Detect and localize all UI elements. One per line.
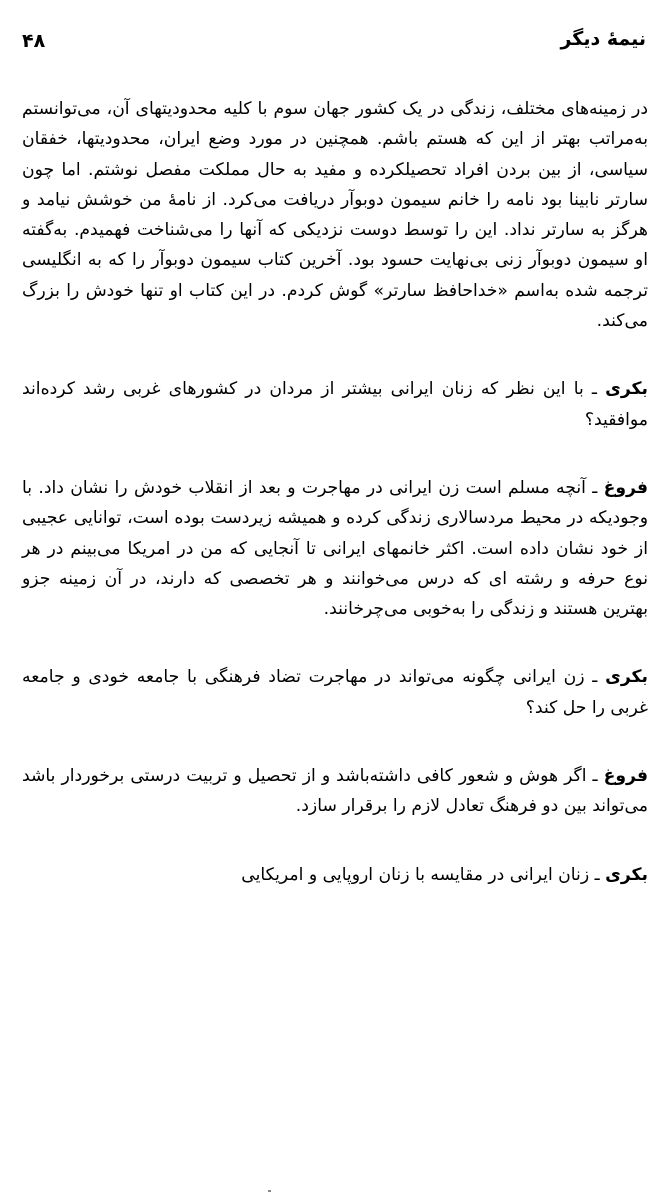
paragraph-answer (22, 761, 648, 822)
speaker-label: بکری (605, 667, 648, 688)
paragraph-answer (22, 473, 648, 624)
running-title: نیمهٔ دیگر (560, 28, 646, 50)
paragraph-text: در زمینه‌های مختلف، زندگی در یک کشور جهان سوم با کلیه محدودیتهای آن، می‌توانستم به‌مراتب بهتر از این که هستم باشم. همچنین در مورد وضع ایران، محدودیتها، خفقان سیاسی، از بین بردن افراد تحصیلکرده و مفید به حال مملکت مفصل نوشتم. اما چون سارتر نابینا بود نامه را خانم سیمون دوبوآر دریافت می‌کرد. از نامهٔ من خوشش نیامد و هرگز به سارتر نداد. این را توسط دوست نزدیکی که آنها را می‌شناخت فهمیدم. به‌گفته او سیمون دوبوآر زنی بی‌نهایت حسود بود. آخرین کتاب سیمون دوبوآر را که به انگلیسی ترجمه شده به‌اسم «خداحافظ سارتر» گوش کردم. در این کتاب او تنها خودش را بزرگ می‌کند. (22, 99, 648, 332)
page-number: ۴۸ (22, 30, 46, 52)
speaker-label: بکری (605, 379, 648, 400)
speaker-label: فروغ (603, 477, 648, 498)
paragraph-text: ـ زنان ایرانی در مقایسه با زنان اروپایی و امریکایی (241, 864, 606, 885)
paragraph-question (22, 860, 648, 890)
paragraph-text: ـ زن ایرانی چگونه می‌تواند در مهاجرت تضاد فرهنگی با جامعه خودی و جامعه غربی را حل کند؟ (22, 667, 648, 718)
body-text (22, 94, 648, 928)
paragraph-text: ـ آنچه مسلم است زن ایرانی در مهاجرت و بعد از انقلاب خودش را نشان داد. با وجودیکه در محیط مردسالاری زندگی کرده و همیشه زیردست بوده است، توانایی عجیبی از خود نشان داده است. اکثر خانمهای ایرانی تا آنجایی که من در امریکا می‌بینم در هر نوع حرفه و رشته ای که درس می‌خوانند و هر تخصصی که دارند، در آن زمینه جزو بهترین هستند و زندگی را به‌خوبی می‌چرخانند. (22, 477, 648, 620)
paragraph-text: ـ با این نظر که زنان ایرانی بیشتر از مردان در کشورهای غربی رشد کرده‌اند موافقید؟ (22, 379, 648, 430)
paragraph-text: ـ اگر هوش و شعور کافی داشته‌باشد و از تحصیل و تربیت درستی برخوردار باشد می‌تواند بین دو فرهنگ تعادل لازم را برقرار سازد. (22, 766, 648, 817)
footer-mark (268, 1190, 271, 1192)
paragraph-question (22, 374, 648, 435)
speaker-label: بکری (605, 864, 648, 885)
speaker-label: فروغ (603, 766, 648, 787)
paragraph-intro (22, 94, 648, 336)
paragraph-question (22, 662, 648, 723)
page-header (22, 28, 646, 62)
